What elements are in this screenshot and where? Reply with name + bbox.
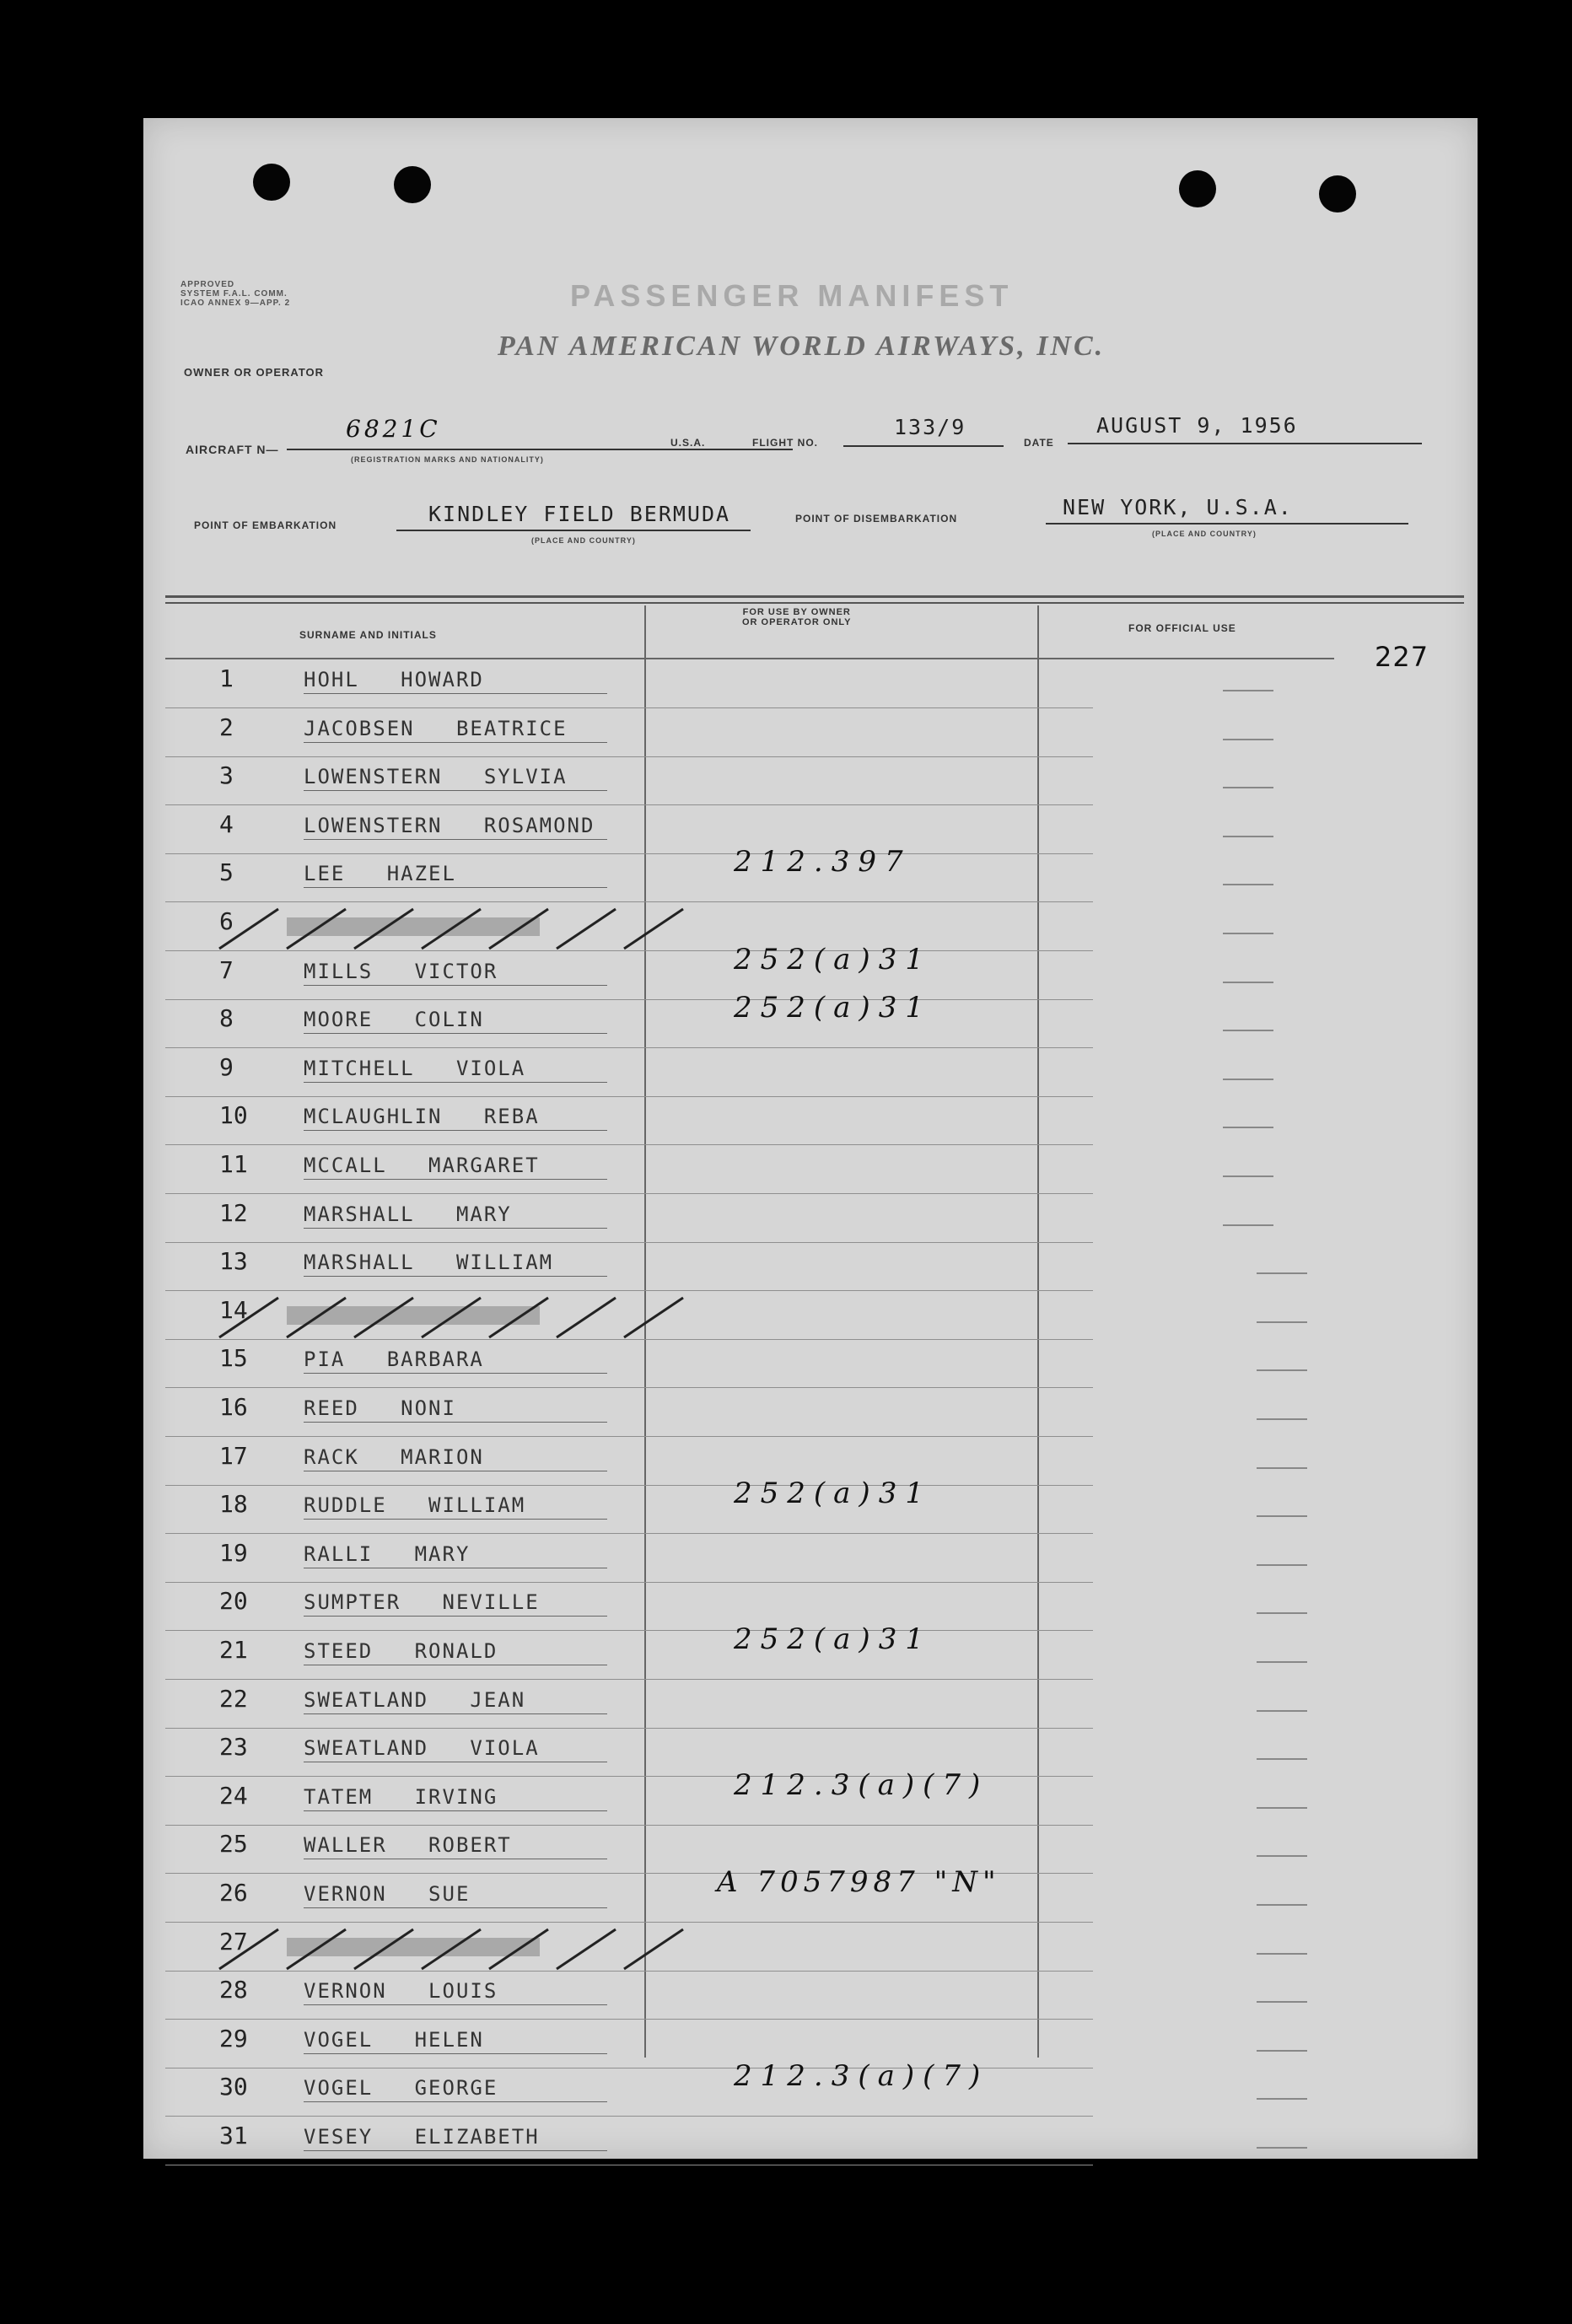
operator-note: 212.3(a)(7) bbox=[734, 1767, 989, 1802]
table-row bbox=[169, 1096, 1096, 1145]
manifest-sheet bbox=[143, 118, 1478, 2159]
table-row bbox=[169, 1388, 1096, 1437]
row-number: 14 bbox=[219, 1295, 248, 1324]
punch-hole-3 bbox=[1179, 170, 1216, 207]
table-row bbox=[169, 2059, 1096, 2117]
name-underline bbox=[304, 839, 607, 840]
official-use-dash bbox=[1257, 1272, 1307, 1274]
table-row bbox=[169, 1048, 1096, 1097]
owner-value: PAN AMERICAN WORLD AIRWAYS, INC. bbox=[498, 331, 1106, 362]
passenger-name: MCLAUGHLIN REBA bbox=[304, 1105, 540, 1129]
operator-note: A 7057987 "N" bbox=[717, 1865, 1001, 1899]
passenger-name: PIA BARBARA bbox=[304, 1348, 484, 1372]
official-use-dash bbox=[1257, 1369, 1307, 1371]
official-use-dash bbox=[1223, 739, 1273, 740]
punch-hole-1 bbox=[253, 164, 290, 201]
official-use-dash bbox=[1257, 1758, 1307, 1760]
official-use-dash bbox=[1257, 1807, 1307, 1809]
table-row bbox=[169, 1582, 1096, 1631]
operator-note: 252(a)31 bbox=[734, 942, 932, 976]
official-use-dash bbox=[1257, 1661, 1307, 1663]
name-underline bbox=[304, 1713, 607, 1714]
row-number: 17 bbox=[219, 1441, 248, 1470]
row-number: 12 bbox=[219, 1198, 248, 1227]
name-underline bbox=[304, 1810, 607, 1811]
table-row bbox=[169, 902, 1096, 951]
operator-note: 212.3(a)(7) bbox=[734, 2059, 989, 2094]
row-number: 20 bbox=[219, 1587, 248, 1616]
name-underline bbox=[304, 1033, 607, 1034]
flight-label: FLIGHT NO. bbox=[752, 437, 818, 449]
name-underline bbox=[304, 1130, 607, 1131]
operator-note: 252(a)31 bbox=[734, 1477, 932, 1511]
official-use-dash bbox=[1223, 982, 1273, 983]
name-underline bbox=[304, 1179, 607, 1180]
usa-label: U.S.A. bbox=[670, 437, 706, 449]
table-row bbox=[169, 1194, 1096, 1243]
operator-note: 252(a)31 bbox=[734, 1622, 932, 1656]
table-row bbox=[169, 708, 1096, 757]
name-underline bbox=[304, 2004, 607, 2005]
disembarkation-underline bbox=[1046, 523, 1408, 525]
column-header-surname: SURNAME AND INITIALS bbox=[299, 629, 437, 641]
date-value: AUGUST 9, 1956 bbox=[1096, 413, 1298, 438]
table-row bbox=[169, 1291, 1096, 1340]
name-underline bbox=[304, 790, 607, 791]
struck-out-entry bbox=[202, 1923, 708, 1973]
operator-note: 252(a)31 bbox=[734, 991, 932, 1025]
official-use-dash bbox=[1223, 884, 1273, 885]
row-number: 30 bbox=[219, 2073, 248, 2101]
row-number: 9 bbox=[219, 1052, 234, 1081]
row-number: 8 bbox=[219, 1004, 234, 1033]
name-underline bbox=[304, 1422, 607, 1423]
row-number: 11 bbox=[219, 1150, 248, 1178]
official-use-dash bbox=[1223, 1175, 1273, 1177]
table-row bbox=[169, 942, 1096, 1000]
passenger-name: LOWENSTERN SYLVIA bbox=[304, 765, 568, 789]
flight-underline bbox=[843, 445, 1004, 447]
embarkation-label: POINT OF EMBARKATION bbox=[194, 519, 337, 531]
name-underline bbox=[304, 2101, 607, 2102]
passenger-name: RACK MARION bbox=[304, 1444, 484, 1469]
table-top-rule bbox=[165, 595, 1464, 598]
row-number: 3 bbox=[219, 761, 234, 790]
struck-out-entry bbox=[202, 902, 708, 953]
official-use-dash bbox=[1223, 690, 1273, 691]
table-row bbox=[169, 1767, 1096, 1826]
row-number: 5 bbox=[219, 858, 234, 887]
aircraft-underline bbox=[287, 449, 793, 450]
punch-hole-2 bbox=[394, 166, 431, 203]
row-number: 4 bbox=[219, 810, 234, 838]
official-use-dash bbox=[1257, 1418, 1307, 1420]
passenger-name: WALLER ROBERT bbox=[304, 1833, 512, 1858]
passenger-name: TATEM IRVING bbox=[304, 1784, 498, 1809]
name-underline bbox=[304, 887, 607, 888]
page-number: 227 bbox=[1375, 641, 1429, 673]
passenger-name: VOGEL HELEN bbox=[304, 2027, 484, 2052]
row-number: 25 bbox=[219, 1830, 248, 1859]
official-use-dash bbox=[1257, 1855, 1307, 1857]
disembarkation-value: NEW YORK, U.S.A. bbox=[1063, 495, 1293, 519]
passenger-name: MILLS VICTOR bbox=[304, 959, 498, 983]
embarkation-underline bbox=[396, 530, 751, 531]
name-underline bbox=[304, 985, 607, 986]
name-underline bbox=[304, 1519, 607, 1520]
name-underline bbox=[304, 742, 607, 743]
table-row bbox=[169, 845, 1096, 902]
official-use-dash bbox=[1223, 836, 1273, 837]
official-use-dash bbox=[1257, 1710, 1307, 1712]
table-row bbox=[169, 1145, 1096, 1194]
row-number: 18 bbox=[219, 1490, 248, 1519]
passenger-name: MCCALL MARGARET bbox=[304, 1154, 540, 1177]
table-top-rule-2 bbox=[165, 602, 1464, 604]
row-number: 24 bbox=[219, 1781, 248, 1810]
date-underline bbox=[1068, 443, 1422, 444]
approval-stamp: APPROVED SYSTEM F.A.L. COMM. ICAO ANNEX 9—APP. 2 bbox=[180, 280, 291, 308]
date-label: DATE bbox=[1024, 437, 1054, 449]
passenger-name: JACOBSEN BEATRICE bbox=[304, 716, 568, 740]
official-use-dash bbox=[1257, 2147, 1307, 2149]
passenger-name: MARSHALL WILLIAM bbox=[304, 1251, 554, 1275]
official-use-dash bbox=[1257, 1612, 1307, 1614]
name-underline bbox=[304, 1373, 607, 1374]
passenger-name: VOGEL GEORGE bbox=[304, 2076, 498, 2101]
name-underline bbox=[304, 1276, 607, 1277]
row-number: 7 bbox=[219, 955, 234, 984]
passenger-name: RALLI MARY bbox=[304, 1541, 471, 1566]
passenger-name: VESEY ELIZABETH bbox=[304, 2125, 540, 2149]
disembarkation-label: POINT OF DISEMBARKATION bbox=[795, 513, 958, 525]
passenger-name: LOWENSTERN ROSAMOND bbox=[304, 813, 595, 837]
row-number: 1 bbox=[219, 664, 234, 692]
row-number: 13 bbox=[219, 1247, 248, 1276]
embarkation-value: KINDLEY FIELD BERMUDA bbox=[428, 502, 731, 526]
table-row bbox=[169, 2117, 1096, 2165]
name-underline bbox=[304, 1907, 607, 1908]
passenger-name: MOORE COLIN bbox=[304, 1008, 484, 1032]
name-underline bbox=[304, 2150, 607, 2151]
passenger-name: REED NONI bbox=[304, 1396, 456, 1420]
punch-hole-4 bbox=[1319, 175, 1356, 212]
official-use-dash bbox=[1223, 1224, 1273, 1226]
official-use-dash bbox=[1257, 1904, 1307, 1906]
operator-note: 212.397 bbox=[734, 845, 912, 880]
passenger-name: VERNON SUE bbox=[304, 1882, 471, 1906]
row-number: 27 bbox=[219, 1927, 248, 1955]
struck-out-entry bbox=[202, 1291, 708, 1342]
name-underline bbox=[304, 693, 607, 694]
flight-value: 133/9 bbox=[894, 415, 966, 439]
row-number: 16 bbox=[219, 1393, 248, 1421]
row-number: 21 bbox=[219, 1636, 248, 1664]
official-use-dash bbox=[1223, 1030, 1273, 1031]
name-underline bbox=[304, 1228, 607, 1229]
official-use-dash bbox=[1223, 933, 1273, 934]
table-row bbox=[169, 1534, 1096, 1583]
official-use-dash bbox=[1257, 2098, 1307, 2100]
passenger-name: LEE HAZEL bbox=[304, 862, 456, 886]
passenger-name: SUMPTER NEVILLE bbox=[304, 1590, 540, 1615]
aircraft-caption: (REGISTRATION MARKS AND NATIONALITY) bbox=[351, 455, 544, 464]
passenger-name: SWEATLAND JEAN bbox=[304, 1687, 526, 1712]
name-underline bbox=[304, 2053, 607, 2054]
row-number: 22 bbox=[219, 1684, 248, 1713]
table-row bbox=[169, 756, 1096, 805]
official-use-dash bbox=[1257, 2050, 1307, 2052]
official-use-dash bbox=[1257, 1953, 1307, 1955]
row-number: 31 bbox=[219, 2122, 248, 2149]
owner-label: OWNER OR OPERATOR bbox=[184, 366, 325, 379]
table-row bbox=[169, 1923, 1096, 1972]
official-use-dash bbox=[1223, 1079, 1273, 1080]
table-row bbox=[169, 991, 1096, 1048]
official-use-dash bbox=[1257, 1467, 1307, 1469]
row-number: 15 bbox=[219, 1344, 248, 1373]
column-header-official-use: FOR OFFICIAL USE bbox=[1128, 622, 1236, 634]
aircraft-value: 6821C bbox=[346, 415, 441, 443]
aircraft-label: AIRCRAFT N— bbox=[186, 443, 279, 456]
official-use-dash bbox=[1223, 787, 1273, 788]
column-header-owner-use: FOR USE BY OWNER OR OPERATOR ONLY bbox=[742, 607, 852, 627]
embarkation-caption: (PLACE AND COUNTRY) bbox=[531, 536, 636, 545]
table-row bbox=[169, 1680, 1096, 1729]
table-row bbox=[169, 805, 1096, 854]
table-row bbox=[169, 1339, 1096, 1388]
row-number: 29 bbox=[219, 2024, 248, 2052]
page-title: PASSENGER MANIFEST bbox=[570, 278, 1014, 313]
passenger-name: VERNON LOUIS bbox=[304, 1979, 498, 2004]
official-use-dash bbox=[1257, 2001, 1307, 2003]
table-row bbox=[169, 1242, 1096, 1291]
table-row bbox=[169, 1865, 1096, 1923]
passenger-name: MITCHELL VIOLA bbox=[304, 1056, 526, 1080]
table-row bbox=[169, 1622, 1096, 1680]
row-number: 6 bbox=[219, 907, 234, 935]
table-row bbox=[169, 1971, 1096, 2020]
official-use-dash bbox=[1257, 1321, 1307, 1323]
name-underline bbox=[304, 1082, 607, 1083]
row-number: 10 bbox=[219, 1101, 248, 1130]
table-row bbox=[169, 1437, 1096, 1486]
passenger-name: STEED RONALD bbox=[304, 1639, 498, 1663]
official-use-dash bbox=[1257, 1515, 1307, 1517]
row-number: 19 bbox=[219, 1538, 248, 1567]
table-row bbox=[169, 659, 1096, 708]
official-use-dash bbox=[1223, 1127, 1273, 1128]
row-number: 28 bbox=[219, 1976, 248, 2004]
official-use-dash bbox=[1257, 1564, 1307, 1566]
row-number: 23 bbox=[219, 1733, 248, 1762]
row-number: 2 bbox=[219, 713, 234, 741]
name-underline bbox=[304, 1616, 607, 1617]
row-number: 26 bbox=[219, 1879, 248, 1907]
passenger-name: MARSHALL MARY bbox=[304, 1202, 512, 1226]
passenger-name: SWEATLAND VIOLA bbox=[304, 1736, 540, 1761]
disembarkation-caption: (PLACE AND COUNTRY) bbox=[1152, 530, 1257, 538]
table-row bbox=[169, 1477, 1096, 1534]
passenger-name: HOHL HOWARD bbox=[304, 668, 484, 691]
passenger-name: RUDDLE WILLIAM bbox=[304, 1493, 526, 1518]
